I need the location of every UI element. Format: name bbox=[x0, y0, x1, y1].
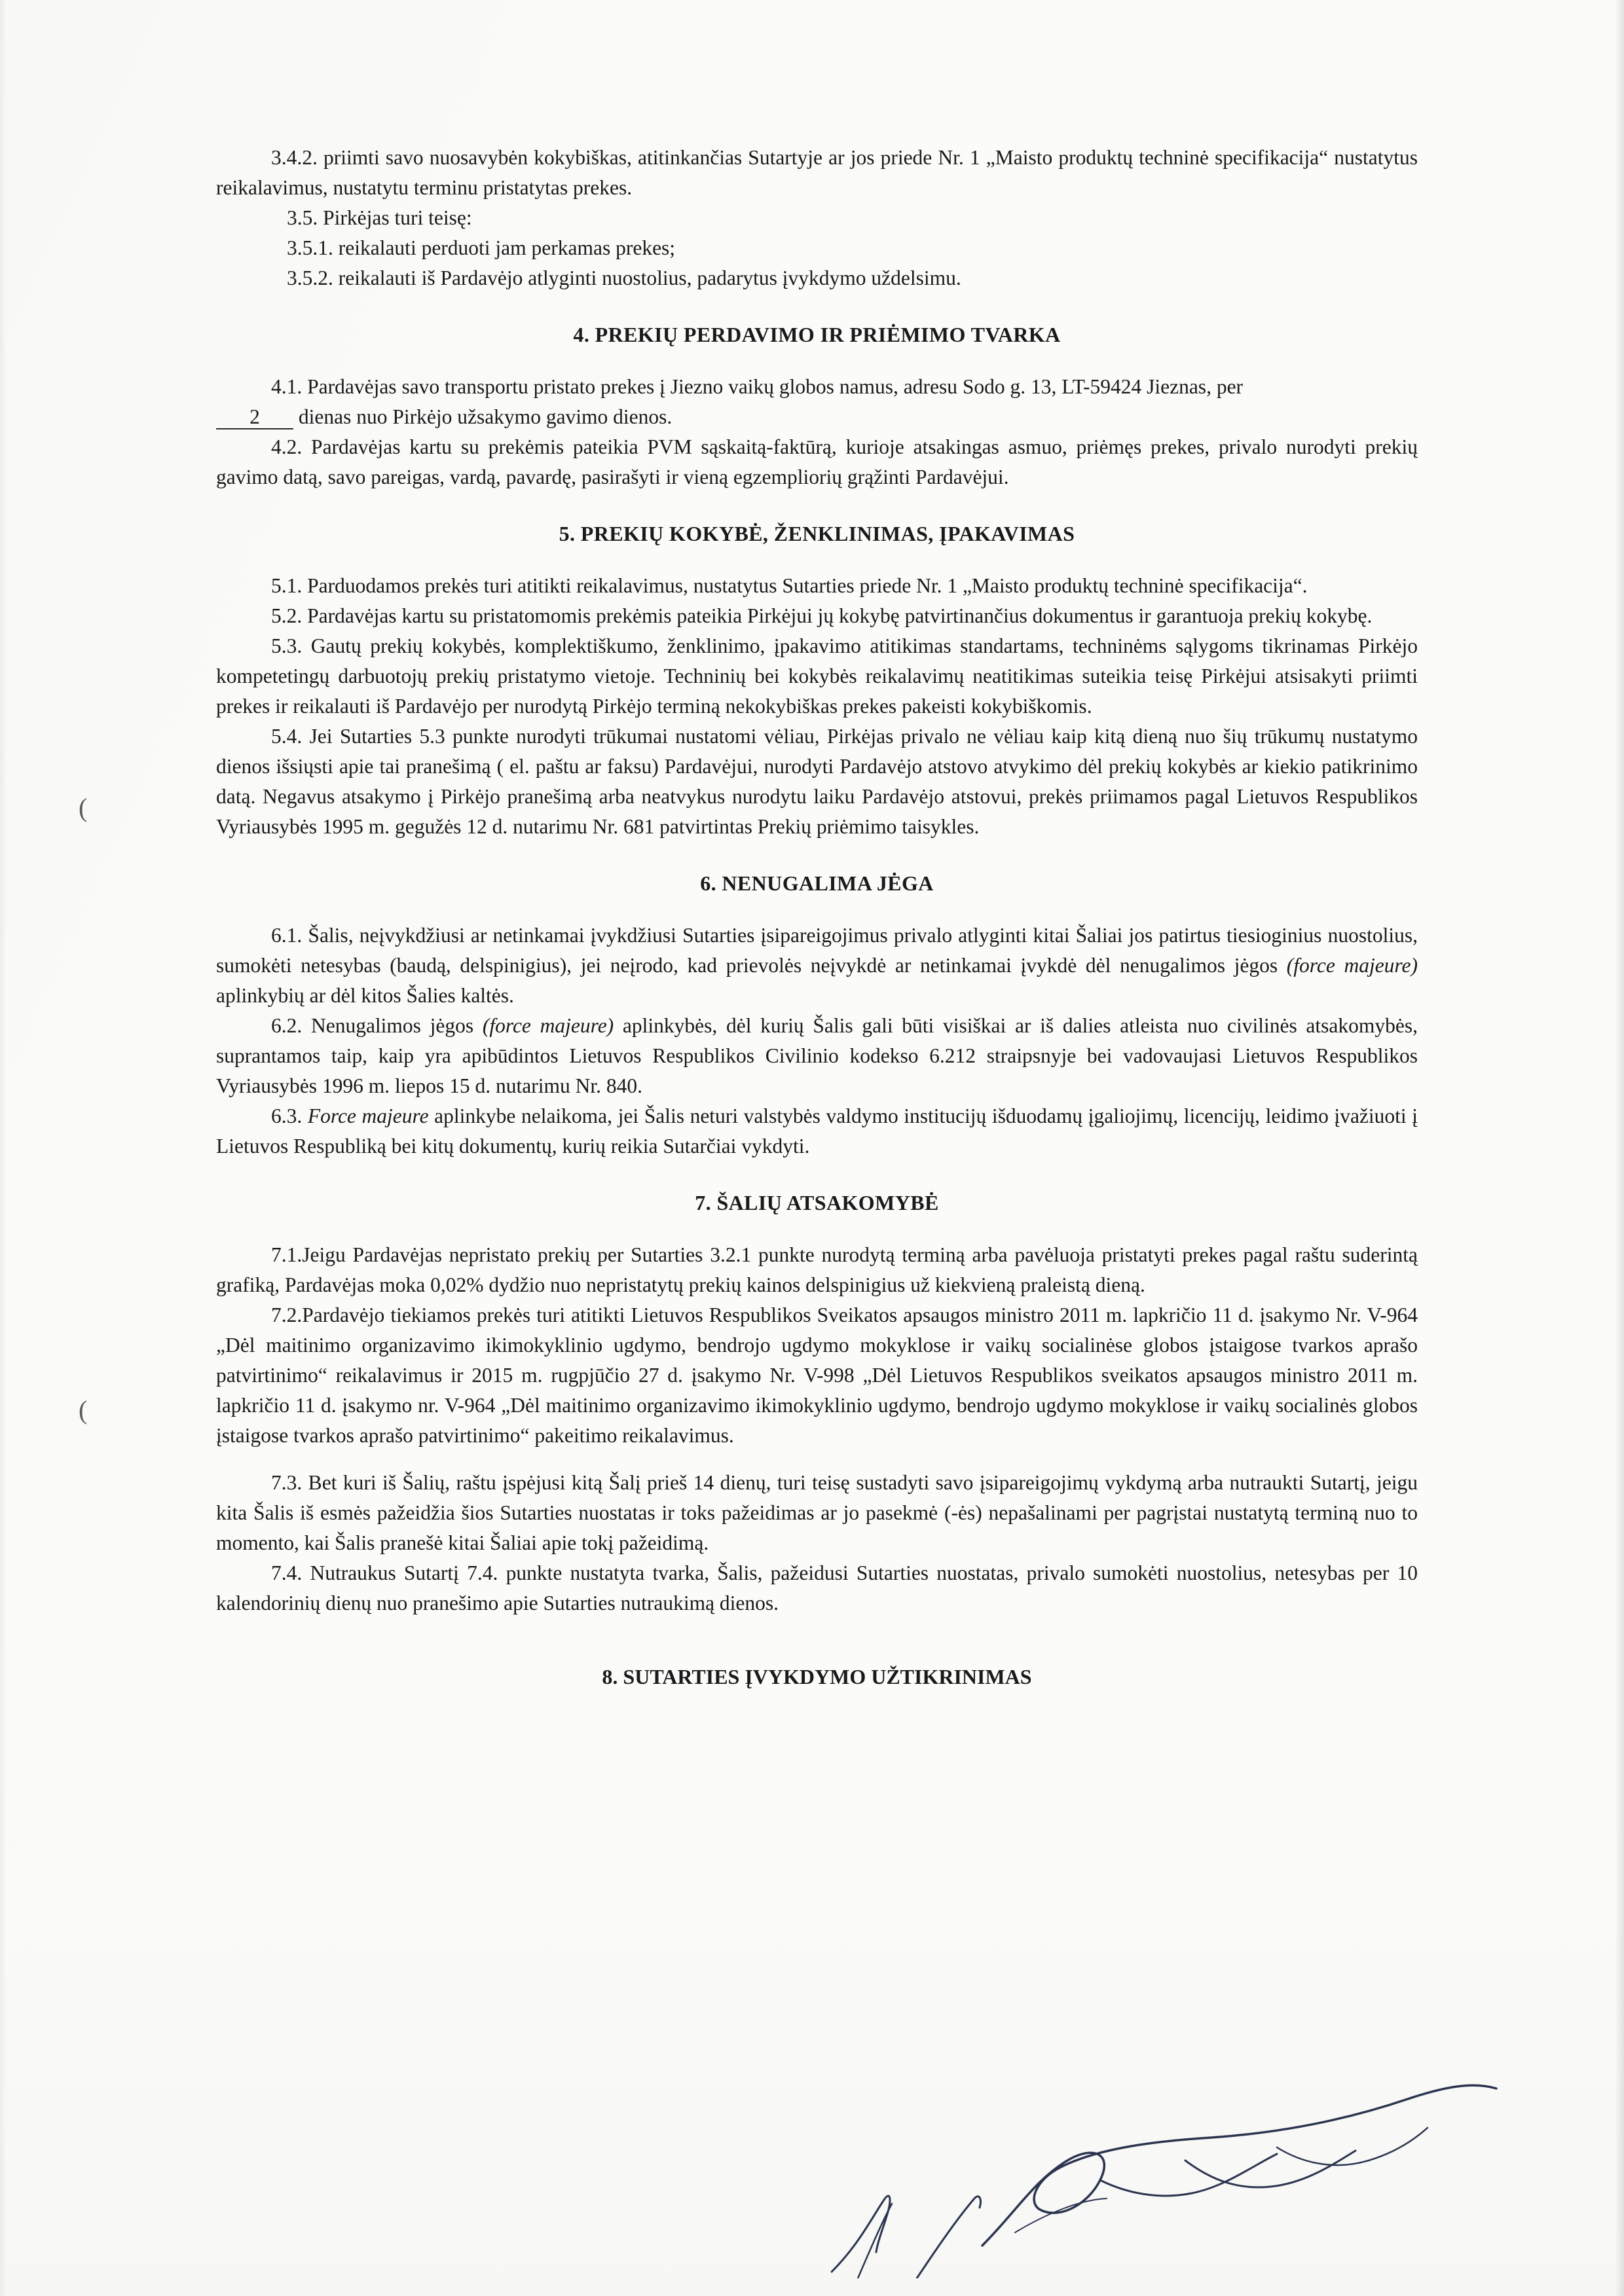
document-paragraph bbox=[216, 920, 1418, 1011]
section-heading: 4. PREKIŲ PERDAVIMO IR PRIĖMIMO TVARKA bbox=[573, 323, 1061, 346]
document-paragraph: 5.1. Parduodamos prekės turi atitikti reikalavimus, nustatytus Sutarties priede Nr. 1 „Maisto produktų techninė specifikacija“. bbox=[271, 574, 1308, 597]
document-paragraph: 5.2. Pardavėjas kartu su pristatomomis prekėmis pateikia Pirkėjui jų kokybę patvirtinančius dokumentus ir garantuoja prekių kokybę. bbox=[271, 604, 1373, 627]
document-paragraph: 4.1. Pardavėjas savo transportu pristato prekes į Jiezno vaikų globos namus, adresu Sodo g. 13, LT-59424 Jieznas, per bbox=[271, 375, 1244, 398]
document-body bbox=[216, 143, 1418, 1692]
document-paragraph bbox=[216, 1101, 1418, 1161]
page-edge-shadow-right bbox=[1615, 0, 1624, 2296]
document-paragraph: 4.2. Pardavėjas kartu su prekėmis pateikia PVM sąskaitą-faktūrą, kurioje atsakingas asmuo, priėmęs prekes, privalo nurodyti prekių gavimo datą, savo pareigas, vardą, pavardę, pasirašyti ir vieną egzempliorių grąžinti Pardavėjui. bbox=[216, 435, 1418, 488]
document-paragraph: 3.5.1. reikalauti perduoti jam perkamas prekes; bbox=[287, 236, 676, 259]
handwritten-field-value[interactable]: 2 bbox=[216, 406, 293, 429]
document-paragraph: 7.2.Pardavėjo tiekiamos prekės turi atitikti Lietuvos Respublikos Sveikatos apsaugos ministro 2011 m. lapkričio 11 d. įsakymo Nr. V-964 „Dėl maitinimo organizavimo ikimokyklinio ugdymo, bendrojo ugdymo mokyklose ir vaikų socialinėse globos įstaigose tvarkos aprašo patvirtinimo“ reikalavimus ir 2015 m. rugpjūčio 27 d. įsakymo Nr. V-998 „Dėl Lietuvos Respublikos sveikatos apsaugos ministro 2011 m. lapkričio 11 d. įsakymo nr. V-964 „Dėl maitinimo organizavimo ikimokyklinio ugdymo, bendrojo ugdymo mokyklose ir vaikų socialinės globos įstaigose tvarkos aprašo patvirtinimo“ pakeitimo reikalavimus. bbox=[216, 1303, 1418, 1447]
section-heading: 8. SUTARTIES ĮVYKDYMO UŽTIKRINIMAS bbox=[602, 1665, 1032, 1688]
paragraph-text: 6.3. bbox=[271, 1104, 308, 1127]
handwritten-signature bbox=[819, 2082, 1506, 2278]
document-paragraph: 3.5. Pirkėjas turi teisę: bbox=[287, 206, 472, 229]
italic-term: (force majeure) bbox=[1286, 954, 1418, 977]
paragraph-text: aplinkybės, dėl kurių Šalis gali būti visiškai ar iš dalies atleista nuo civilinės atsakomybės, suprantamos taip, kaip yra apibūdintos Lietuvos Respublikos Civilinio kodekso 6.212 straipsnyje bei vadovaujasi Lietuvos Respublikos Vyriausybės 1996 m. liepos 15 d. nutarimu Nr. 840. bbox=[216, 1014, 1418, 1097]
paragraph-text: 6.1. Šalis, neįvykdžiusi ar netinkamai įvykdžiusi Sutarties įsipareigojimus privalo atlyginti kitai Šaliai jos patirtus tiesioginius nuostolius, sumokėti netesybas (baudą, delspinigius), jei neįrodo, kad prievolės neįvykdė ar netinkamai įvykdė dėl nenugalimos jėgos bbox=[216, 924, 1418, 977]
italic-term: Force majeure bbox=[307, 1104, 429, 1127]
fill-in-line bbox=[216, 402, 1418, 432]
section-heading: 7. ŠALIŲ ATSAKOMYBĖ bbox=[695, 1191, 939, 1214]
section-heading: 6. NENUGALIMA JĖGA bbox=[700, 871, 934, 895]
section-heading: 5. PREKIŲ KOKYBĖ, ŽENKLINIMAS, ĮPAKAVIMAS bbox=[559, 522, 1075, 545]
paragraph-text: 6.2. Nenugalimos jėgos bbox=[271, 1014, 483, 1037]
document-paragraph bbox=[216, 1011, 1418, 1101]
margin-pencil-mark: ( bbox=[79, 793, 88, 822]
document-paragraph: 3.5.2. reikalauti iš Pardavėjo atlyginti nuostolius, padarytus įvykdymo uždelsimu. bbox=[287, 266, 961, 289]
fill-in-line-suffix: dienas nuo Pirkėjo užsakymo gavimo dienos. bbox=[298, 405, 673, 428]
document-paragraph: 7.1.Jeigu Pardavėjas nepristato prekių per Sutarties 3.2.1 punkte nurodytą terminą arba pavėluoja pristatyti prekes pagal raštu suderintą grafiką, Pardavėjas moka 0,02% dydžio nuo nepristatytų prekių kainos delspinigius už kiekvieną praleistą dieną. bbox=[216, 1243, 1418, 1296]
document-paragraph: 3.4.2. priimti savo nuosavybėn kokybiškas, atitinkančias Sutartyje ar jos priede Nr. 1 „Maisto produktų techninė specifikacija“ nustatytus reikalavimus, nustatytu terminu pristatytas prekes. bbox=[216, 146, 1418, 199]
page-edge-shadow-left bbox=[0, 0, 7, 2296]
paragraph-text: aplinkybe nelaikoma, jei Šalis neturi valstybės valdymo institucijų išduodamų įgaliojimų, licencijų, leidimo įvažiuoti į Lietuvos Respubliką bei kitų dokumentų, kurių reikia Sutarčiai vykdyti. bbox=[216, 1104, 1418, 1157]
margin-pencil-mark: ( bbox=[79, 1395, 88, 1425]
document-paragraph: 5.3. Gautų prekių kokybės, komplektiškumo, ženklinimo, įpakavimo atitikimas standartams, techninėms sąlygoms tikrinamas Pirkėjo kompetetingų darbuotojų prekių pristatymo vietoje. Techninių bei kokybės reikalavimų neatitikimas suteikia teisę Pirkėjui atsisakyti priimti prekes ir reikalauti iš Pardavėjo per nurodytą Pirkėjo terminą nekokybiškas prekes pakeisti kokybiškomis. bbox=[216, 634, 1418, 718]
document-paragraph: 7.3. Bet kuri iš Šalių, raštu įspėjusi kitą Šalį prieš 14 dienų, turi teisę sustadyti savo įsipareigojimų vykdymą arba nutraukti Sutartį, jeigu kita Šalis iš esmės pažeidžia šios Sutarties nuostatas ir toks pažeidimas ar jo pasekmė (-ės) nepašalinami per pagrįstai nustatytą terminą nuo to momento, kai Šalis pranešė kitai Šaliai apie tokį pažeidimą. bbox=[216, 1471, 1418, 1554]
paragraph-text: aplinkybių ar dėl kitos Šalies kaltės. bbox=[216, 984, 514, 1007]
italic-term: (force majeure) bbox=[482, 1014, 614, 1037]
document-paragraph: 5.4. Jei Sutarties 5.3 punkte nurodyti trūkumai nustatomi vėliau, Pirkėjas privalo ne vėliau kaip kitą dieną nuo šių trūkumų nustatymo dienos išsiųsti apie tai pranešimą ( el. paštu ar faksu) Pardavėjui, nurodyti Pardavėjo atstovo atvykimo dėl prekių kokybės ar kiekio patikrinimo datą. Negavus atsakymo į Pirkėjo pranešimą arba neatvykus nurodytu laiku Pardavėjo atstovui, prekės priimamos pagal Lietuvos Respublikos Vyriausybės 1995 m. gegužės 12 d. nutarimu Nr. 681 patvirtintas Prekių priėmimo taisykles. bbox=[216, 725, 1418, 838]
document-paragraph: 7.4. Nutraukus Sutartį 7.4. punkte nustatyta tvarka, Šalis, pažeidusi Sutarties nuostatas, privalo sumokėti nuostolius, netesybas per 10 kalendorinių dienų nuo pranešimo apie Sutarties nutraukimą dienos. bbox=[216, 1561, 1418, 1614]
paragraph-spacer bbox=[216, 1451, 1418, 1468]
